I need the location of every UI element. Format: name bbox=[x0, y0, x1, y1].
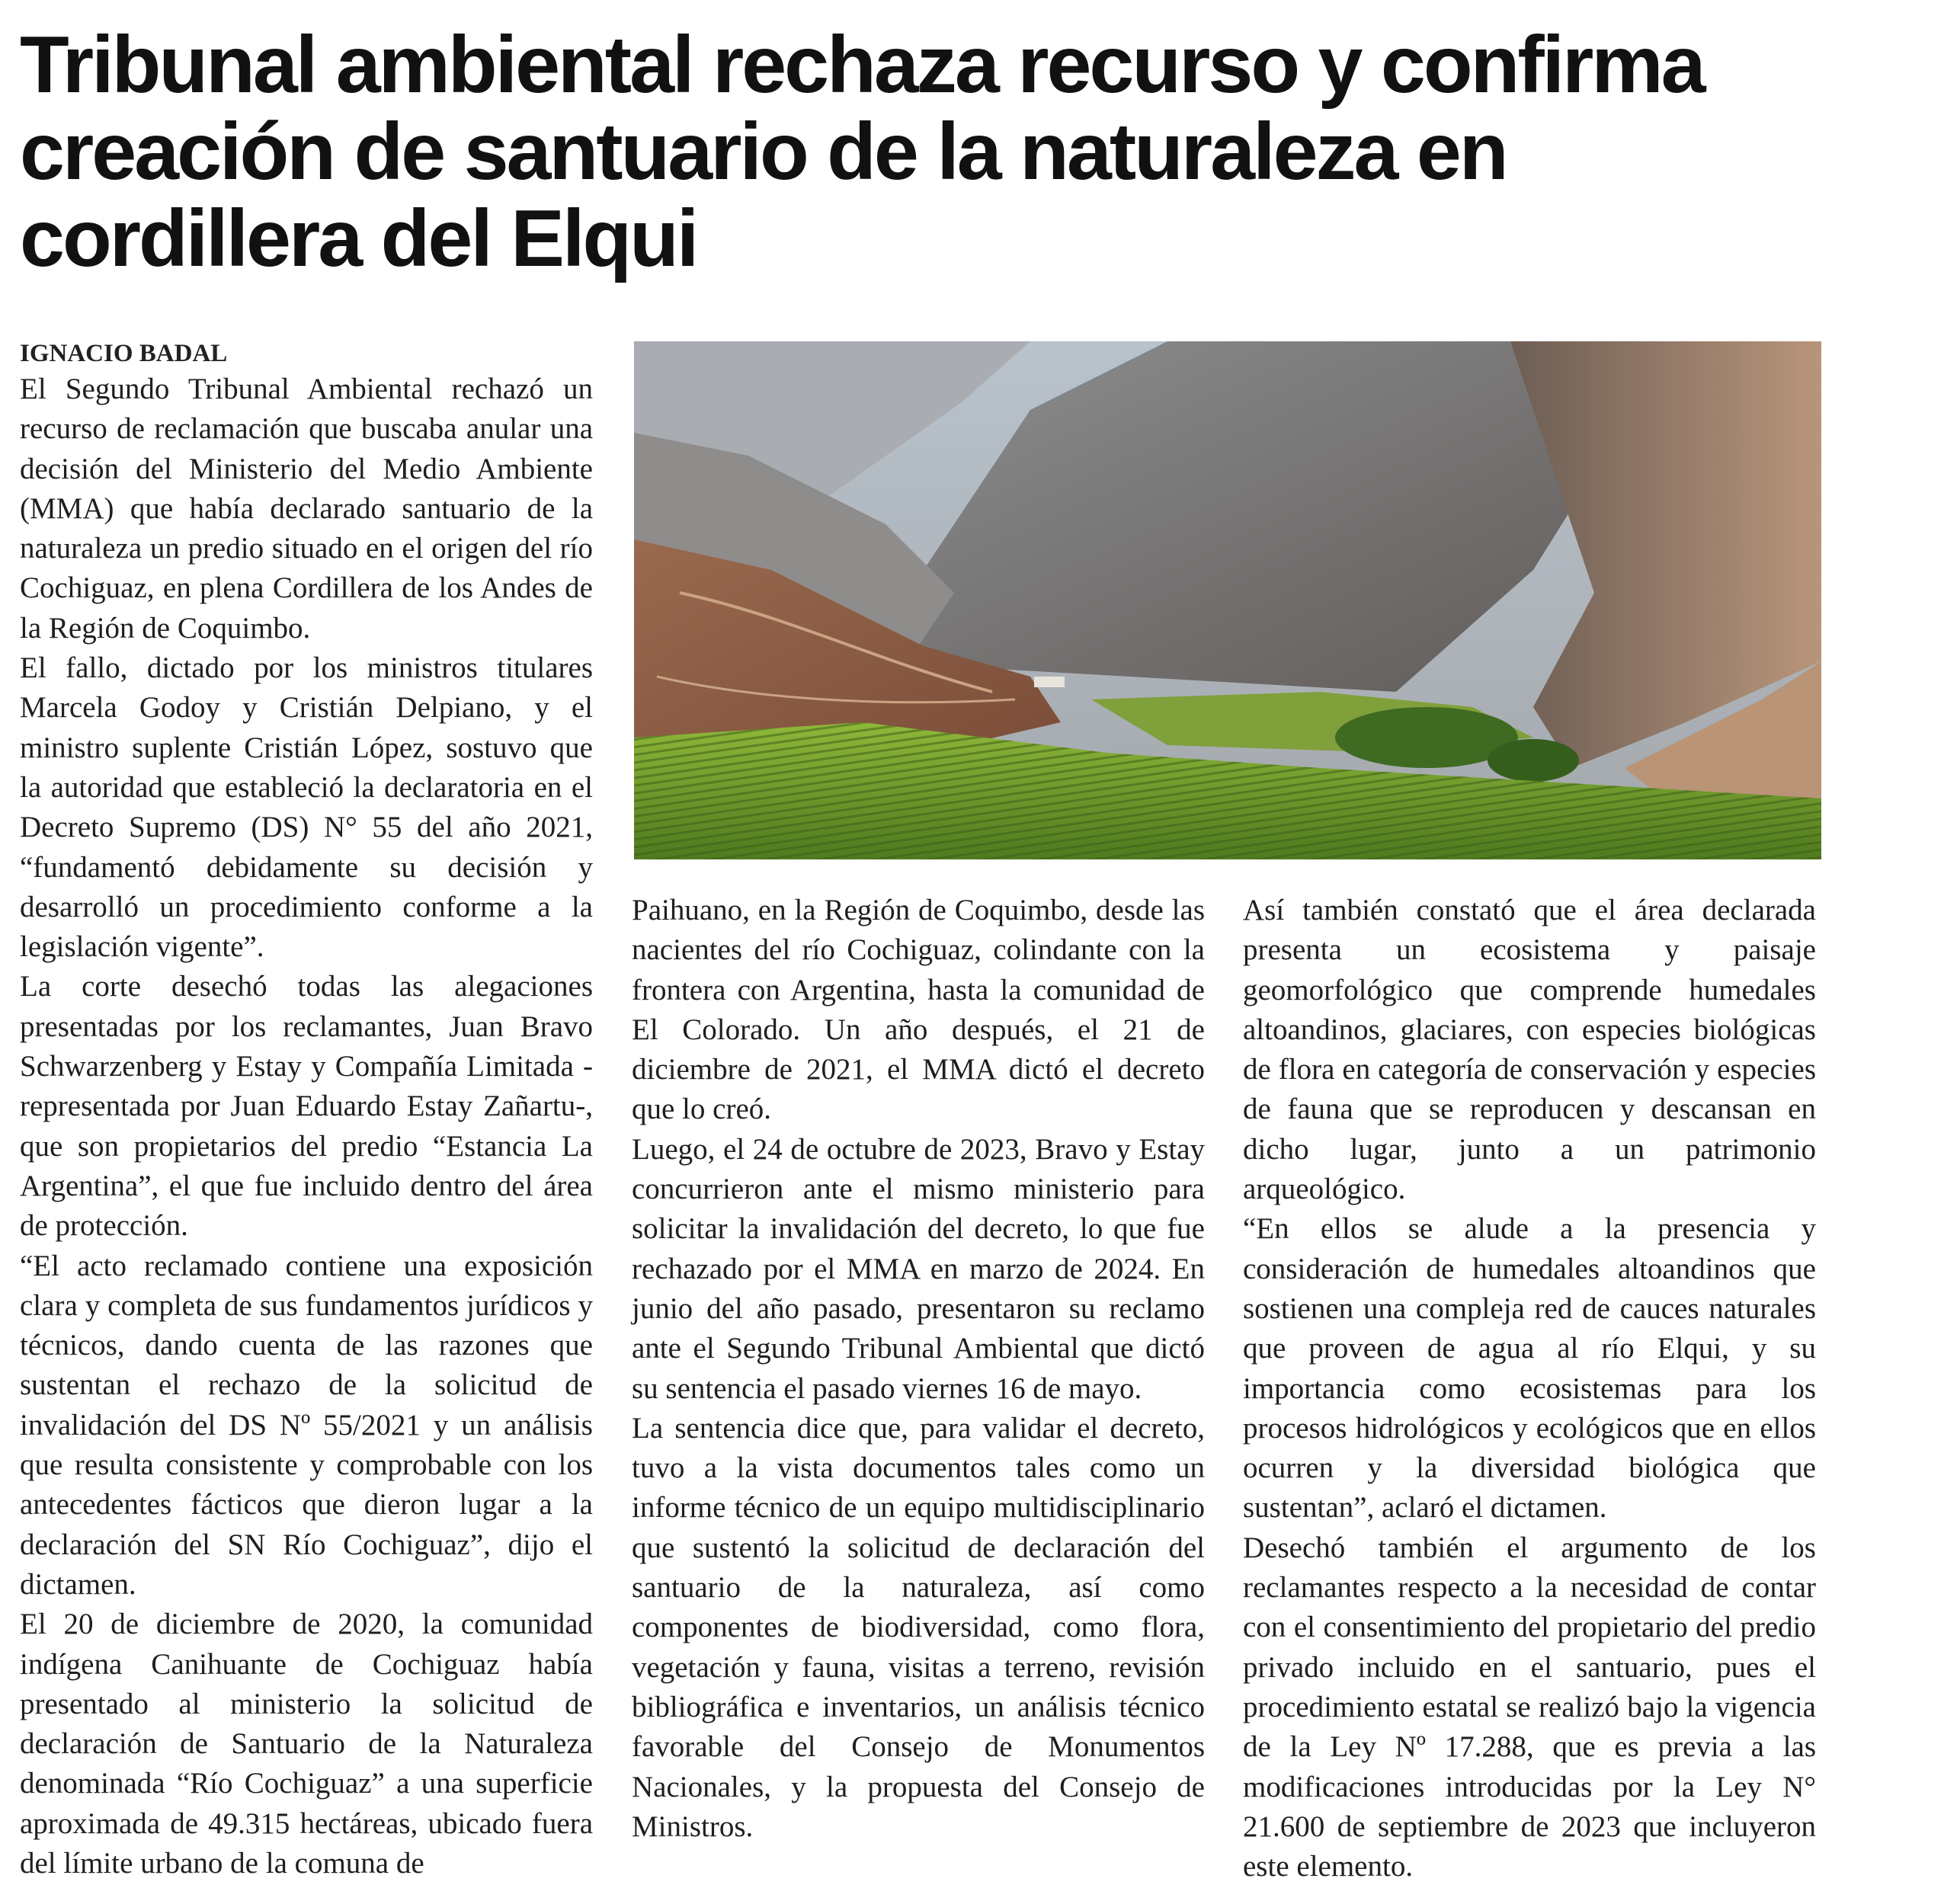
headline bbox=[20, 21, 1879, 282]
article-column-2 bbox=[632, 891, 1205, 1847]
paragraph: El fallo, dictado por los ministros titulares Marcela Godoy y Cristián Delpiano, y el ministro suplente Cristián López, sostuvo que la autoridad que estableció la declaratoria en el Decreto Supremo (DS) N° 55 del año 2021, “fundamentó debidamente su decisión y desarrolló un procedimiento conforme a la legislación vigente”. bbox=[20, 651, 593, 964]
paragraph: La corte desechó todas las alegaciones presentadas por los reclamantes, Juan Bravo Schwarzenberg y Estay y Compañía Limitada -representada por Juan Eduardo Estay Zañartu-, que son propietarios del predio “Estancia La Argentina”, el que fue incluido dentro del área de protección. bbox=[20, 970, 593, 1243]
headline-line: creación de santuario de la naturaleza en bbox=[20, 107, 1507, 197]
paragraph: La sentencia dice que, para validar el decreto, tuvo a la vista documentos tales como un informe técnico de un equipo multidisciplinario que sustentó la solicitud de declaración del santuario de la naturaleza, así como componentes de biodiversidad, como flora, vegetación y fauna, visitas a terreno, revisión bibliográfica e inventarios, un análisis técnico favorable del Consejo de Monumentos Nacionales, y la propuesta del Consejo de Ministros. bbox=[632, 1411, 1205, 1843]
article-column-1 bbox=[20, 370, 593, 1883]
mountain-valley-vineyard-photo-icon bbox=[634, 341, 1821, 859]
article-photo bbox=[634, 341, 1821, 859]
headline-line: cordillera del Elqui bbox=[20, 194, 697, 283]
byline: IGNACIO BADAL bbox=[20, 340, 228, 367]
paragraph: Paihuano, en la Región de Coquimbo, desde las nacientes del río Cochiguaz, colindante con la frontera con Argentina, hasta la comunidad de El Colorado. Un año después, el 21 de diciembre de 2021, el MMA dictó el decreto que lo creó. bbox=[632, 894, 1205, 1126]
paragraph: Luego, el 24 de octubre de 2023, Bravo y Estay concurrieron ante el mismo ministerio para solicitar la invalidación del decreto, lo que fue rechazado por el MMA en marzo de 2024. En junio del año pasado, presentaron su reclamo ante el Segundo Tribunal Ambiental que dictó su sentencia el pasado viernes 16 de mayo. bbox=[632, 1132, 1205, 1405]
paragraph: El Segundo Tribunal Ambiental rechazó un recurso de reclamación que buscaba anular una decisión del Ministerio del Medio Ambiente (MMA) que había declarado santuario de la naturaleza un predio situado en el origen del río Cochiguaz, en plena Cordillera de los Andes de la Región de Coquimbo. bbox=[20, 373, 593, 645]
paragraph: Así también constató que el área declarada presenta un ecosistema y paisaje geomorfológico que comprende humedales altoandinos, glaciares, con especies biológicas de flora en categoría de conservación y especies de fauna que se reproducen y descansan en dicho lugar, junto a un patrimonio arqueológico. bbox=[1243, 894, 1816, 1206]
paragraph: El 20 de diciembre de 2020, la comunidad indígena Canihuante de Cochiguaz había presentado al ministerio la solicitud de declaración de Santuario de la Naturaleza denominada “Río Cochiguaz” a una superficie aproximada de 49.315 hectáreas, ubicado fuera del límite urbano de la comuna de bbox=[20, 1608, 593, 1880]
paragraph: Desechó también el argumento de los reclamantes respecto a la necesidad de contar con el consentimiento del propietario del predio privado incluido en el santuario, pues el procedimiento estatal se realizó bajo la vigencia de la Ley Nº 17.288, que es previa a las modificaciones introducidas por la Ley N° 21.600 de septiembre de 2023 que incluyeron este elemento. bbox=[1243, 1531, 1816, 1883]
article-column-3 bbox=[1243, 891, 1816, 1886]
paragraph: “El acto reclamado contiene una exposición clara y completa de sus fundamentos jurídicos y técnicos, dando cuenta de las razones que sustentan el rechazo de la solicitud de invalidación del DS Nº 55/2021 y un análisis que resulta consistente y comprobable con los antecedentes fácticos que dieron lugar a la declaración del SN Río Cochiguaz”, dijo el dictamen. bbox=[20, 1249, 593, 1601]
headline-line: Tribunal ambiental rechaza recurso y confirma bbox=[20, 20, 1704, 110]
paragraph: “En ellos se alude a la presencia y consideración de humedales altoandinos que sostienen una compleja red de cauces naturales que proveen de agua al río Elqui, y su importancia como ecosistemas para los procesos hidrológicos y ecológicos que en ellos ocurren y la diversidad biológica que sustentan”, aclaró el dictamen. bbox=[1243, 1212, 1816, 1525]
